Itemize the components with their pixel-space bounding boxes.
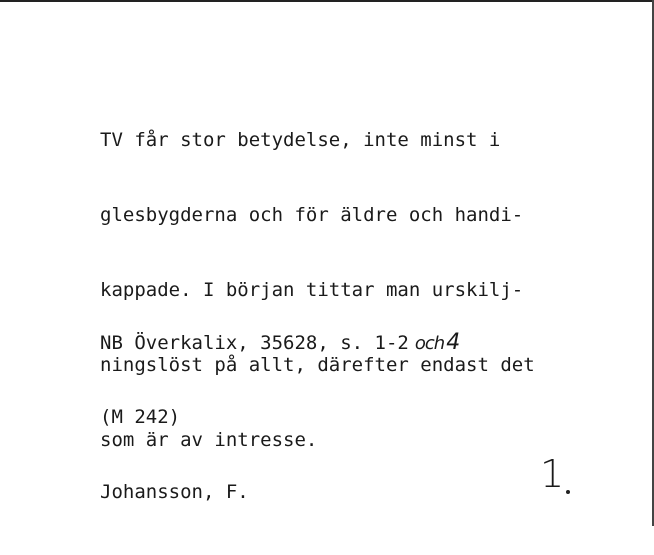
source-line: [100, 330, 460, 355]
body-line: TV får stor betydelse, inte minst i: [100, 129, 501, 151]
body-line: glesbygderna och för äldre och handi-: [100, 204, 524, 226]
archive-code: (M 242): [100, 406, 181, 428]
page-number-dot: [566, 490, 570, 494]
author-name: Johansson, F.: [100, 481, 249, 503]
source-text: NB Överkalix, 35628, s. 1-2: [100, 332, 409, 354]
reference-block: [100, 280, 460, 555]
handwritten-page: 4: [446, 330, 461, 355]
body-line: som är av intresse.: [100, 429, 318, 451]
handwritten-page-number: 1: [540, 452, 565, 496]
body-line: ningslöst på allt, därefter endast det: [100, 354, 535, 376]
handwritten-addition: och: [414, 333, 445, 354]
card-top-edge: [0, 0, 654, 2]
body-line: kappade. I början tittar man urskilj-: [100, 279, 524, 301]
